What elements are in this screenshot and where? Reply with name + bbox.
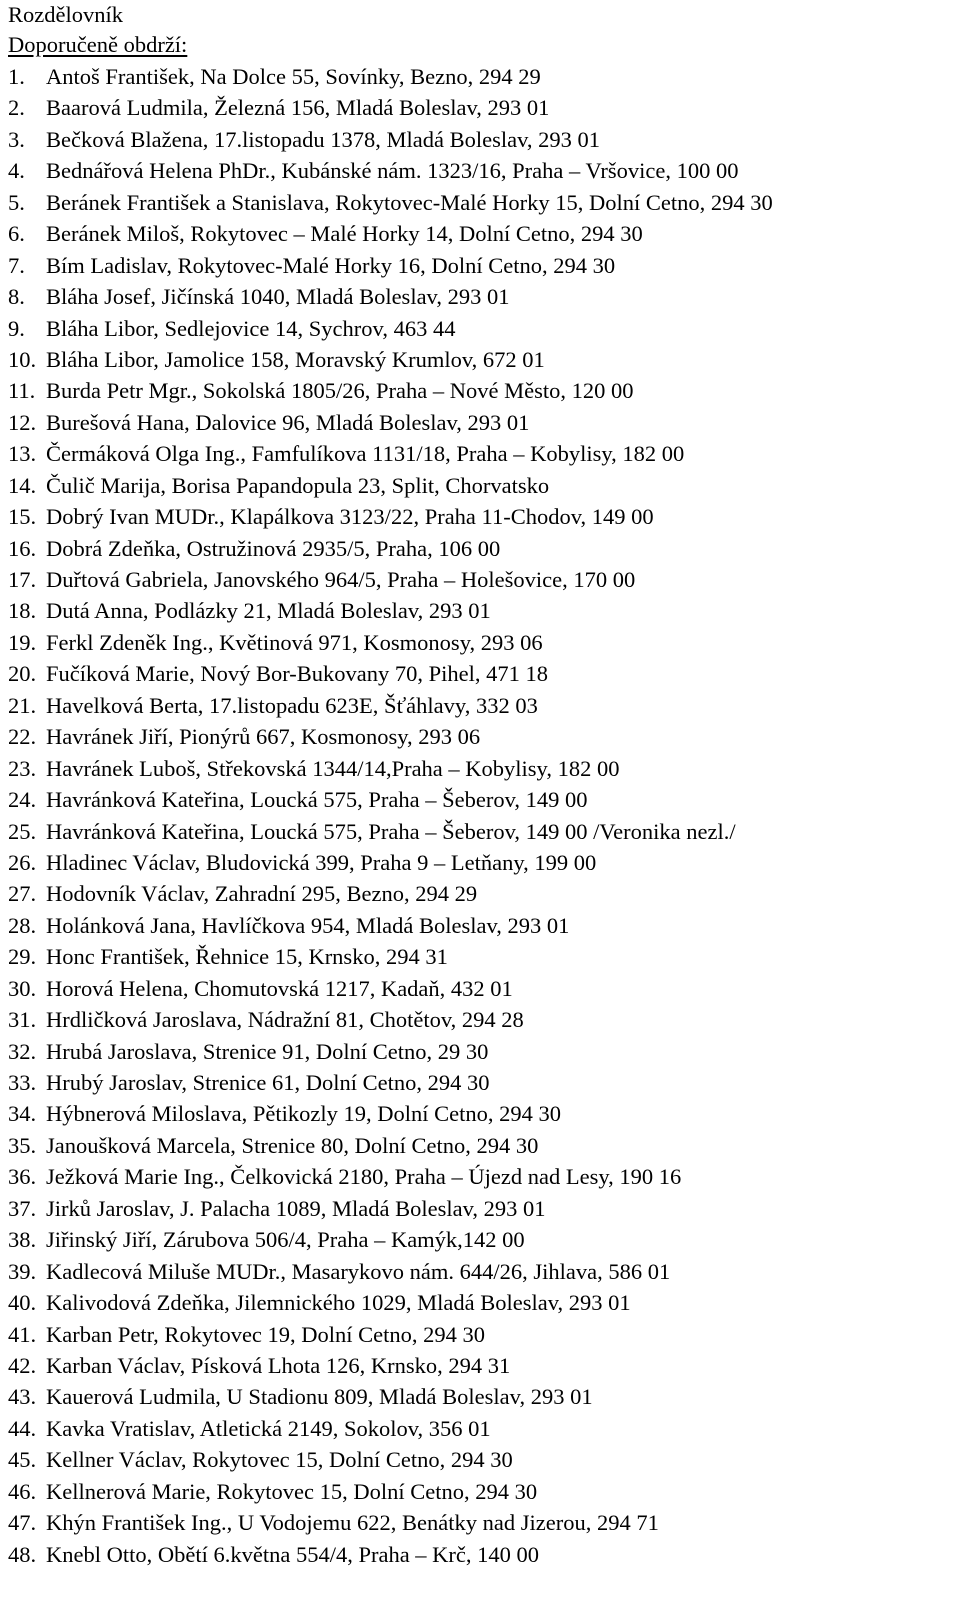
list-item-number: 46. <box>8 1478 37 1504</box>
list-item-number: 4. <box>8 158 25 184</box>
list-item-number: 3. <box>8 126 25 152</box>
recipient-list-item <box>8 533 960 564</box>
list-item-text: Kellnerová Marie, Rokytovec 15, Dolní Cetno, 294 30 <box>46 1478 538 1504</box>
list-item-text: Antoš František, Na Dolce 55, Sovínky, Bezno, 294 29 <box>46 64 541 89</box>
list-item-text: Baarová Ludmila, Železná 156, Mladá Boleslav, 293 01 <box>46 95 550 121</box>
list-item-text: Bláha Josef, Jičínská 1040, Mladá Boleslav, 293 01 <box>46 284 510 310</box>
list-item-text: Hrubá Jaroslava, Strenice 91, Dolní Cetno, 29 30 <box>46 1038 489 1064</box>
list-item-text: Dobrý Ivan MUDr., Klapálkova 3123/22, Praha 11-Chodov, 149 00 <box>46 504 654 530</box>
list-item-number: 45. <box>8 1447 37 1473</box>
list-item-text: Fučíková Marie, Nový Bor-Bukovany 70, Pihel, 471 18 <box>46 661 548 687</box>
recipient-list-item <box>8 1067 960 1098</box>
list-item-number: 38. <box>8 1227 37 1253</box>
list-item-text: Duřtová Gabriela, Janovského 964/5, Praha – Holešovice, 170 00 <box>46 567 636 592</box>
list-item-text: Kalivodová Zdeňka, Jilemnického 1029, Mladá Boleslav, 293 01 <box>46 1290 631 1316</box>
recipient-list-item <box>8 816 960 847</box>
list-item-number: 17. <box>8 567 37 592</box>
list-item-number: 22. <box>8 724 37 750</box>
recipient-list-item <box>8 407 960 438</box>
recipient-list-item <box>8 878 960 909</box>
recipient-list-item <box>8 1036 960 1067</box>
recipient-list-item <box>8 1319 960 1350</box>
list-item-number: 31. <box>8 1007 37 1033</box>
recipient-list-item <box>8 1539 960 1570</box>
recipient-list-item <box>8 438 960 469</box>
recipient-list-item <box>8 1476 960 1507</box>
list-item-number: 24. <box>8 787 37 813</box>
list-item-text: Havránek Jiří, Pionýrů 667, Kosmonosy, 293 06 <box>46 724 481 750</box>
recipient-list-item <box>8 564 960 595</box>
document-title: Rozdělovník <box>8 2 123 27</box>
recipient-list-item <box>8 1224 960 1255</box>
recipient-list-item <box>8 61 960 92</box>
list-item-text: Hýbnerová Miloslava, Pětikozly 19, Dolní Cetno, 294 30 <box>46 1101 561 1127</box>
list-item-text: Khýn František Ing., U Vodojemu 622, Benátky nad Jizerou, 294 71 <box>46 1510 659 1536</box>
recipient-list-item <box>8 1004 960 1035</box>
list-item-number: 12. <box>8 409 37 435</box>
recipient-list-item <box>8 92 960 123</box>
recipient-list-item <box>8 1256 960 1287</box>
recipient-list-item <box>8 1381 960 1412</box>
list-item-number: 5. <box>8 189 25 215</box>
list-item-text: Knebl Otto, Obětí 6.května 554/4, Praha – Krč, 140 00 <box>46 1541 540 1567</box>
list-item-text: Ferkl Zdeněk Ing., Květinová 971, Kosmonosy, 293 06 <box>46 629 543 655</box>
list-item-text: Bečková Blažena, 17.listopadu 1378, Mladá Boleslav, 293 01 <box>46 126 601 152</box>
list-item-number: 33. <box>8 1070 37 1095</box>
list-item-number: 23. <box>8 755 37 781</box>
list-item-number: 34. <box>8 1101 37 1127</box>
list-item-text: Čulič Marija, Borisa Papandopula 23, Split, Chorvatsko <box>46 472 550 498</box>
list-item-text: Dobrá Zdeňka, Ostružinová 2935/5, Praha, 106 00 <box>46 535 501 561</box>
list-item-text: Beránek František a Stanislava, Rokytovec-Malé Horky 15, Dolní Cetno, 294 30 <box>46 189 773 215</box>
recipient-list-item <box>8 281 960 312</box>
list-item-number: 25. <box>8 818 37 844</box>
recipient-list-item <box>8 847 960 878</box>
list-item-number: 1. <box>8 64 25 89</box>
list-item-text: Havránková Kateřina, Loucká 575, Praha – Šeberov, 149 00 /Veronika nezl./ <box>46 818 736 844</box>
recipient-list-item <box>8 595 960 626</box>
recipient-list-item <box>8 627 960 658</box>
document-subtitle: Doporučeně obdrží: <box>8 32 188 57</box>
recipient-list-item <box>8 1098 960 1129</box>
list-item-text: Kellner Václav, Rokytovec 15, Dolní Cetno, 294 30 <box>46 1447 513 1473</box>
recipient-list-item <box>8 1130 960 1161</box>
list-item-number: 18. <box>8 598 37 624</box>
list-item-number: 26. <box>8 849 37 875</box>
recipient-list-item <box>8 313 960 344</box>
recipient-list-item <box>8 941 960 972</box>
list-item-number: 41. <box>8 1321 37 1347</box>
recipient-list <box>8 61 960 1570</box>
recipient-list-item <box>8 753 960 784</box>
recipient-list-item <box>8 784 960 815</box>
list-item-number: 16. <box>8 535 37 561</box>
list-item-number: 21. <box>8 692 37 718</box>
list-item-number: 47. <box>8 1510 37 1536</box>
list-item-number: 40. <box>8 1290 37 1316</box>
list-item-text: Havránková Kateřina, Loucká 575, Praha – Šeberov, 149 00 <box>46 787 588 813</box>
list-item-number: 10. <box>8 346 37 372</box>
list-item-text: Janoušková Marcela, Strenice 80, Dolní Cetno, 294 30 <box>46 1132 539 1158</box>
list-item-text: Havránek Luboš, Střekovská 1344/14,Praha – Kobylisy, 182 00 <box>46 755 620 781</box>
recipient-list-item <box>8 187 960 218</box>
list-item-text: Ježková Marie Ing., Čelkovická 2180, Praha – Újezd nad Lesy, 190 16 <box>46 1164 682 1190</box>
list-item-text: Horová Helena, Chomutovská 1217, Kadaň, 432 01 <box>46 975 513 1001</box>
list-item-text: Dutá Anna, Podlázky 21, Mladá Boleslav, 293 01 <box>46 598 491 624</box>
list-item-number: 43. <box>8 1384 37 1410</box>
list-item-number: 30. <box>8 975 37 1001</box>
recipient-list-item <box>8 1444 960 1475</box>
recipient-list-item <box>8 218 960 249</box>
list-item-number: 32. <box>8 1038 37 1064</box>
list-item-text: Hladinec Václav, Bludovická 399, Praha 9 – Letňany, 199 00 <box>46 849 597 875</box>
list-item-number: 36. <box>8 1164 37 1190</box>
list-item-text: Bláha Libor, Jamolice 158, Moravský Krumlov, 672 01 <box>46 346 545 372</box>
list-item-number: 6. <box>8 221 25 247</box>
list-item-text: Kavka Vratislav, Atletická 2149, Sokolov, 356 01 <box>46 1415 491 1441</box>
recipient-list-item <box>8 721 960 752</box>
list-item-number: 35. <box>8 1132 37 1158</box>
recipient-list-item <box>8 690 960 721</box>
list-item-text: Beránek Miloš, Rokytovec – Malé Horky 14, Dolní Cetno, 294 30 <box>46 221 643 247</box>
list-item-text: Hodovník Václav, Zahradní 295, Bezno, 294 29 <box>46 881 478 907</box>
list-item-text: Burešová Hana, Dalovice 96, Mladá Boleslav, 293 01 <box>46 409 530 435</box>
list-item-text: Honc František, Řehnice 15, Krnsko, 294 31 <box>46 944 448 970</box>
list-item-number: 11. <box>8 378 36 404</box>
recipient-list-item <box>8 658 960 689</box>
list-item-number: 9. <box>8 315 25 341</box>
list-item-text: Jirků Jaroslav, J. Palacha 1089, Mladá Boleslav, 293 01 <box>46 1195 546 1221</box>
recipient-list-item <box>8 1193 960 1224</box>
recipient-list-item <box>8 1161 960 1192</box>
recipient-list-item <box>8 501 960 532</box>
list-item-number: 27. <box>8 881 37 907</box>
recipient-list-item <box>8 250 960 281</box>
list-item-text: Bláha Libor, Sedlejovice 14, Sychrov, 463 44 <box>46 315 456 341</box>
list-item-number: 44. <box>8 1415 37 1441</box>
recipient-list-item <box>8 1507 960 1538</box>
recipient-list-item <box>8 344 960 375</box>
list-item-text: Karban Václav, Písková Lhota 126, Krnsko, 294 31 <box>46 1352 511 1378</box>
list-item-number: 19. <box>8 629 37 655</box>
list-item-number: 2. <box>8 95 25 121</box>
list-item-number: 48. <box>8 1541 37 1567</box>
list-item-text: Kauerová Ludmila, U Stadionu 809, Mladá Boleslav, 293 01 <box>46 1384 593 1410</box>
list-item-number: 15. <box>8 504 37 530</box>
list-item-number: 14. <box>8 472 37 498</box>
list-item-number: 42. <box>8 1352 37 1378</box>
list-item-text: Havelková Berta, 17.listopadu 623E, Šťáhlavy, 332 03 <box>46 692 538 718</box>
list-item-text: Bednářová Helena PhDr., Kubánské nám. 1323/16, Praha – Vršovice, 100 00 <box>46 158 739 184</box>
list-item-text: Burda Petr Mgr., Sokolská 1805/26, Praha – Nové Město, 120 00 <box>46 378 634 404</box>
list-item-text: Holánková Jana, Havlíčkova 954, Mladá Boleslav, 293 01 <box>46 912 570 938</box>
list-item-number: 7. <box>8 252 25 278</box>
recipient-list-item <box>8 1287 960 1318</box>
list-item-number: 8. <box>8 284 25 310</box>
recipient-list-item <box>8 155 960 186</box>
list-item-number: 37. <box>8 1195 37 1221</box>
recipient-list-item <box>8 1413 960 1444</box>
list-item-number: 39. <box>8 1258 37 1284</box>
recipient-list-item <box>8 1350 960 1381</box>
list-item-text: Bím Ladislav, Rokytovec-Malé Horky 16, Dolní Cetno, 294 30 <box>46 252 616 278</box>
recipient-list-item <box>8 910 960 941</box>
recipient-list-item <box>8 470 960 501</box>
recipient-list-item <box>8 124 960 155</box>
list-item-text: Jiřinský Jiří, Zárubova 506/4, Praha – Kamýk,142 00 <box>46 1227 525 1253</box>
list-item-number: 13. <box>8 441 37 467</box>
list-item-text: Kadlecová Miluše MUDr., Masarykovo nám. 644/26, Jihlava, 586 01 <box>46 1258 671 1284</box>
list-item-number: 20. <box>8 661 37 687</box>
list-item-text: Karban Petr, Rokytovec 19, Dolní Cetno, 294 30 <box>46 1321 486 1347</box>
recipient-list-item <box>8 973 960 1004</box>
list-item-text: Hrubý Jaroslav, Strenice 61, Dolní Cetno, 294 30 <box>46 1070 490 1095</box>
list-item-text: Hrdličková Jaroslava, Nádražní 81, Chotětov, 294 28 <box>46 1007 524 1033</box>
recipient-list-item <box>8 375 960 406</box>
list-item-number: 28. <box>8 912 37 938</box>
list-item-number: 29. <box>8 944 37 970</box>
list-item-text: Čermáková Olga Ing., Famfulíkova 1131/18, Praha – Kobylisy, 182 00 <box>46 441 685 467</box>
